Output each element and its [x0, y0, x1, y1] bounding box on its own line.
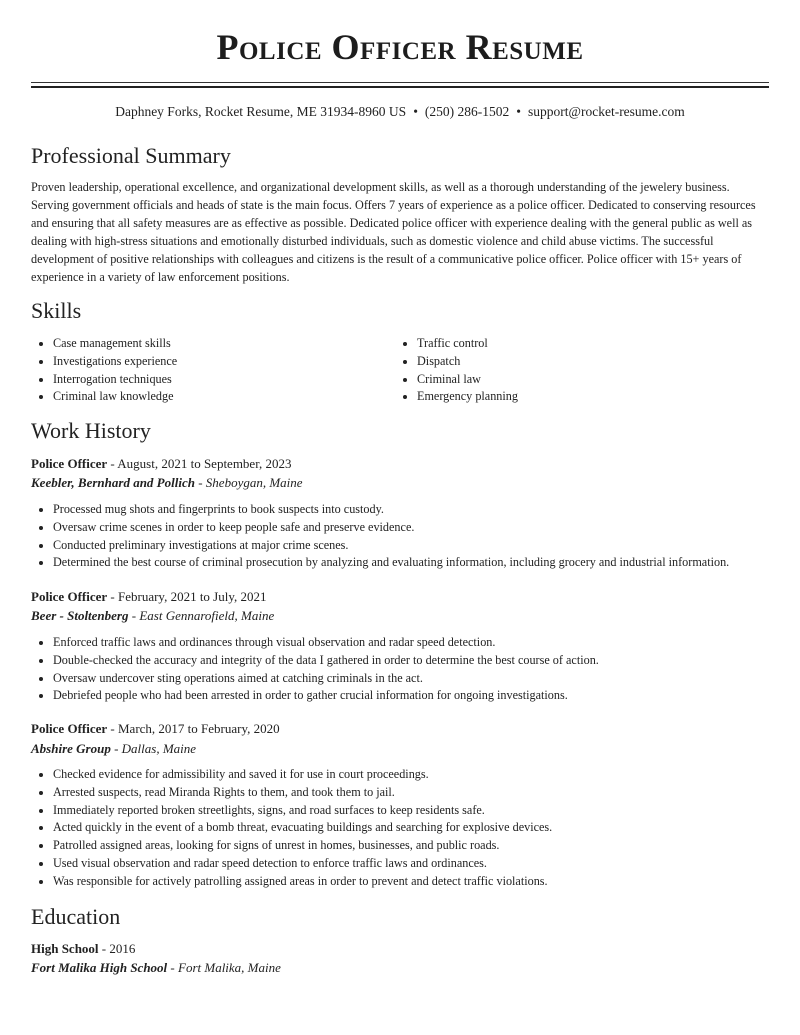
duty-item: Was responsible for actively patrolling assigned areas in order to prevent and detect traffic violations.: [31, 873, 781, 891]
contact-separator: •: [413, 104, 418, 119]
skill-item: Interrogation techniques: [31, 371, 391, 389]
job-title-line: [31, 456, 292, 472]
duty-item: Processed mug shots and fingerprints to book suspects into custody.: [31, 501, 781, 519]
job-dates: - February, 2021 to July, 2021: [107, 589, 267, 604]
employer-line: [31, 475, 303, 491]
education-year: - 2016: [98, 941, 136, 956]
skills-heading: Skills: [31, 298, 82, 323]
duty-item: Determined the best course of criminal prosecution by analyzing and evaluating information, including grocery and industrial information.: [31, 554, 781, 572]
education-degree-line: [31, 941, 135, 957]
duty-item: Oversaw undercover sting operations aimed at catching criminals in the act.: [31, 670, 781, 688]
duty-item: Oversaw crime scenes in order to keep people safe and preserve evidence.: [31, 519, 781, 537]
employer-location: - Sheboygan, Maine: [194, 475, 303, 490]
contact-phone: (250) 286-1502: [424, 104, 510, 119]
contact-line: [0, 104, 800, 120]
employer-location: - Dallas, Maine: [110, 741, 197, 756]
job-title: Police Officer: [31, 456, 108, 471]
resume-title: Police Officer Resume: [216, 27, 584, 67]
job-title: Police Officer: [31, 721, 108, 736]
job-dates: - March, 2017 to February, 2020: [107, 721, 280, 736]
employer-line: [31, 608, 274, 624]
education-school-line: [31, 960, 281, 976]
duty-item: Enforced traffic laws and ordinances through visual observation and radar speed detection.: [31, 634, 781, 652]
education-heading: Education: [31, 904, 121, 929]
duty-item: Acted quickly in the event of a bomb threat, evacuating buildings and searching for explosive devices.: [31, 819, 781, 837]
employer-line: [31, 741, 196, 757]
skill-item: Criminal law knowledge: [31, 388, 391, 406]
job-title-line: [31, 721, 280, 737]
employer-name: Beer - Stoltenberg: [31, 608, 129, 623]
duty-item: Arrested suspects, read Miranda Rights to them, and took them to jail.: [31, 784, 781, 802]
work-history-heading: Work History: [31, 418, 151, 443]
skill-item: Emergency planning: [395, 388, 755, 406]
skill-item: Traffic control: [395, 335, 755, 353]
duty-item: Used visual observation and radar speed detection to enforce traffic laws and ordinances.: [31, 855, 781, 873]
summary-heading: Professional Summary: [31, 143, 231, 168]
skills-right-column: [395, 335, 755, 406]
duty-item: Immediately reported broken streetlights, signs, and road surfaces to keep residents safe.: [31, 802, 781, 820]
employer-name: Abshire Group: [31, 741, 111, 756]
skills-left-column: [31, 335, 391, 406]
school-location: - Fort Malika, Maine: [167, 960, 281, 975]
contact-separator: •: [516, 104, 522, 119]
skill-item: Case management skills: [31, 335, 391, 353]
title-divider-thin: [31, 82, 769, 83]
duty-item: Patrolled assigned areas, looking for signs of unrest in homes, businesses, and public roads.: [31, 837, 781, 855]
skill-item: Investigations experience: [31, 353, 391, 371]
employer-name: Keebler, Bernhard and Pollich: [31, 475, 195, 490]
school-name: Fort Malika High School: [31, 960, 168, 975]
job-duties-list: [31, 501, 781, 572]
job-title-line: [31, 589, 267, 605]
summary-text: Proven leadership, operational excellence, and organizational development skills, as well as a thorough understanding of the jewelery business. Serving government officials and heads of state is the main focus. Offers 7 years of experience as a police officer. Dedicated to conserving resources and ensuring that all safety measures are as effective as possible. Dedicated police officer with experience dealing with the general public as well as dealing with high-stress situations and emotionally disturbed individuals, such as domestic violence and child abuse victims. The successful development of positive relationships with colleagues and citizens is the result of a communicative police officer. Police officer with 15+ years of experience in a variety of law enforcement positions.: [31, 180, 756, 284]
contact-email: support@rocket-resume.com: [528, 104, 685, 119]
job-dates: - August, 2021 to September, 2023: [107, 456, 292, 471]
duty-item: Debriefed people who had been arrested in order to gather crucial information for ongoing investigations.: [31, 687, 781, 705]
duty-item: Double-checked the accuracy and integrity of the data I gathered in order to determine the best course of action.: [31, 652, 781, 670]
skill-item: Dispatch: [395, 353, 755, 371]
skill-item: Criminal law: [395, 371, 755, 389]
job-duties-list: [31, 766, 781, 891]
job-duties-list: [31, 634, 781, 705]
title-divider-thick: [31, 86, 769, 88]
duty-item: Checked evidence for admissibility and saved it for use in court proceedings.: [31, 766, 781, 784]
education-degree: High School: [31, 941, 99, 956]
duty-item: Conducted preliminary investigations at major crime scenes.: [31, 537, 781, 555]
job-title: Police Officer: [31, 589, 108, 604]
contact-address: Daphney Forks, Rocket Resume, ME 31934-8960 US: [115, 104, 407, 119]
employer-location: - East Gennarofield, Maine: [128, 608, 275, 623]
